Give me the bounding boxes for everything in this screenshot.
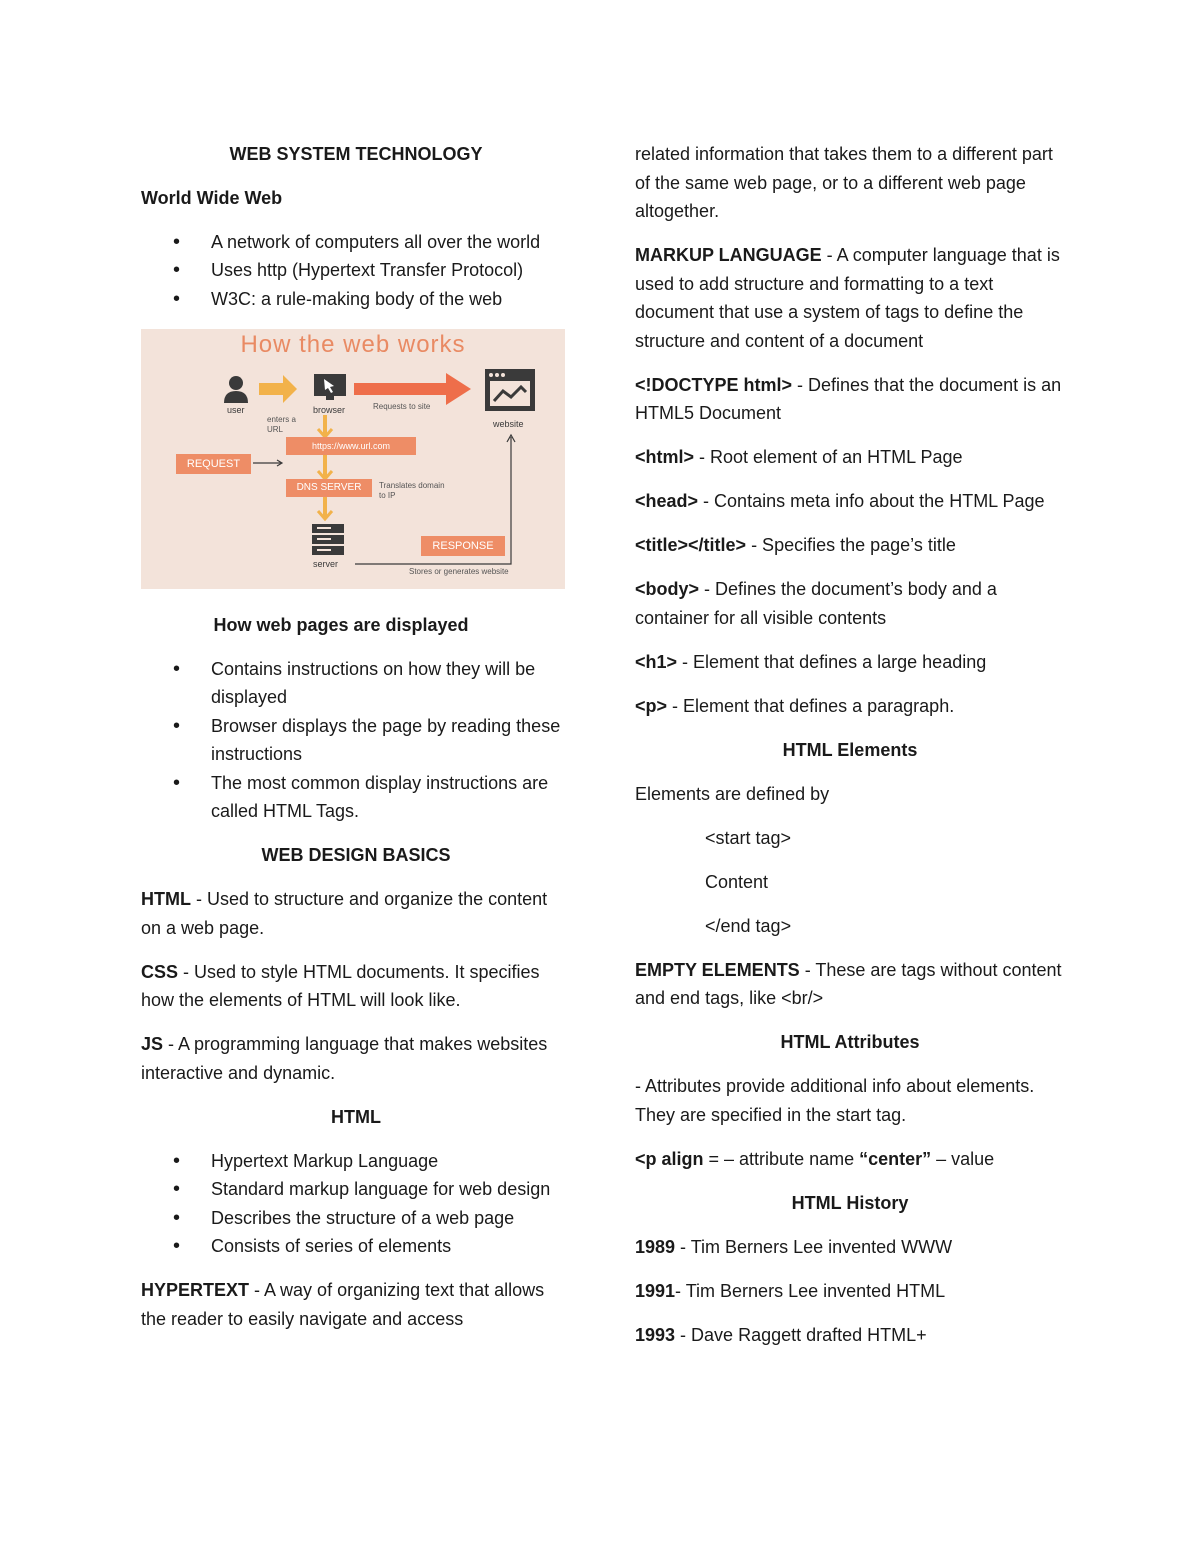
definition: - Defines the document’s body and a container for all visible contents <box>635 579 997 628</box>
tag-title <box>635 531 1065 560</box>
list-item: • Standard markup language for web design <box>141 1175 571 1204</box>
definition: - Element that defines a large heading <box>677 651 987 672</box>
url-label: https://www.url.com <box>286 437 416 455</box>
elements-heading: HTML Elements <box>782 739 918 760</box>
attribute-example <box>635 1145 1065 1174</box>
history-item <box>635 1321 1065 1350</box>
list-item: • W3C: a rule-making body of the web <box>141 285 571 314</box>
term: MARKUP LANGUAGE <box>635 245 822 265</box>
response-label: RESPONSE <box>421 536 505 556</box>
tag: <head> <box>635 491 699 511</box>
content-example: Content <box>705 871 769 892</box>
hypertext-definition <box>141 1276 571 1333</box>
definition: - Defines that the document is an HTML5 Document <box>635 374 1062 423</box>
definition: - Used to structure and organize the content on a web page. <box>141 889 548 938</box>
tag-h1 <box>635 648 1065 677</box>
start-tag-example: <start tag> <box>705 827 792 848</box>
right-column <box>635 140 1065 1365</box>
year: 1989 <box>635 1236 676 1257</box>
server-icon <box>312 524 344 555</box>
definition: - Used to style HTML documents. It specifies how the elements of HTML will look like. <box>141 961 540 1010</box>
definition: - Root element of an HTML Page <box>694 447 963 467</box>
definition: - Specifies the page’s title <box>746 535 956 555</box>
html-list <box>141 1147 571 1261</box>
browser-note: Requests to site <box>373 401 431 411</box>
tag: <title></title> <box>635 535 747 555</box>
basics-html <box>141 885 571 942</box>
arrow-right-icon <box>259 375 297 403</box>
term: HTML <box>141 889 191 909</box>
www-list <box>141 228 571 314</box>
server-note: Stores or generates website <box>409 566 509 576</box>
definition: - Contains meta info about the HTML Page <box>698 491 1045 511</box>
tag: <h1> <box>635 651 678 672</box>
definition: - A computer language that is used to add structure and formatting to a text document that use a system of tags to define the structure and content of a document <box>635 245 1060 351</box>
attr-value: “center” <box>859 1148 932 1169</box>
display-heading: How web pages are displayed <box>213 614 469 635</box>
list-item: • Consists of series of elements <box>141 1232 571 1261</box>
attributes-heading: HTML Attributes <box>780 1032 920 1052</box>
term: EMPTY ELEMENTS <box>635 959 800 980</box>
definition: - A programming language that makes websites interactive and dynamic. <box>141 1034 548 1083</box>
markup-definition <box>635 241 1065 355</box>
year: 1993 <box>635 1324 676 1345</box>
history-item <box>635 1277 1065 1306</box>
user-icon <box>224 376 248 403</box>
dns-server-label: DNS SERVER <box>286 479 372 497</box>
dns-note: Translates domain to IP <box>379 480 445 500</box>
event: - Tim Berners Lee invented HTML <box>675 1280 946 1301</box>
website-icon <box>485 369 535 411</box>
list-item: • A network of computers all over the world <box>141 228 571 257</box>
definition: - Element that defines a paragraph. <box>667 695 955 716</box>
term: JS <box>141 1034 164 1054</box>
event: - Dave Raggett drafted HTML+ <box>675 1324 927 1345</box>
tag: <html> <box>635 447 695 467</box>
list-item: • Hypertext Markup Language <box>141 1147 571 1176</box>
elements-intro: Elements are defined by <box>635 783 830 804</box>
list-item: • Contains instructions on how they will be displayed <box>141 655 571 712</box>
tag: <body> <box>635 579 700 599</box>
term: CSS <box>141 961 179 982</box>
history-item <box>635 1233 1065 1262</box>
tag-head <box>635 487 1065 516</box>
diagram-title: How the web works <box>240 330 466 358</box>
continued-text: related information that takes them to a different part of the same web page, or to a different web page altogether. <box>635 144 1053 221</box>
attr-value-note: – value <box>931 1148 995 1169</box>
browser-label: browser <box>313 404 346 415</box>
browser-icon <box>314 374 346 400</box>
basics-css <box>141 958 571 1015</box>
left-column <box>141 140 571 1349</box>
list-item: • Describes the structure of a web page <box>141 1204 571 1233</box>
list-item: • Uses http (Hypertext Transfer Protocol) <box>141 256 571 285</box>
document-title: WEB SYSTEM TECHNOLOGY <box>229 144 483 164</box>
tag: <!DOCTYPE html> <box>635 374 793 395</box>
term: HYPERTEXT <box>141 1280 250 1300</box>
event: - Tim Berners Lee invented WWW <box>675 1236 953 1257</box>
www-heading: World Wide Web <box>141 187 283 208</box>
tag-doctype <box>635 371 1065 428</box>
tag: <p> <box>635 695 668 716</box>
enters-url-note: enters a URL <box>267 414 296 434</box>
attr-name-note: = – attribute name <box>703 1148 860 1169</box>
user-label: user <box>227 404 245 415</box>
how-the-web-works-diagram <box>141 329 565 589</box>
tag-p <box>635 692 1065 721</box>
request-label: REQUEST <box>176 454 251 474</box>
html-heading: HTML <box>331 1106 381 1127</box>
empty-elements-definition <box>635 956 1065 1013</box>
basics-js <box>141 1030 571 1087</box>
arrow-right-icon <box>354 373 471 405</box>
basics-heading: WEB DESIGN BASICS <box>261 845 451 865</box>
attributes-text: - Attributes provide additional info about elements. They are specified in the start tag. <box>635 1076 1035 1125</box>
display-list <box>141 655 571 826</box>
website-label: website <box>493 418 524 429</box>
year: 1991 <box>635 1280 676 1301</box>
tag-html <box>635 443 1065 472</box>
server-label: server <box>313 558 339 569</box>
history-heading: HTML History <box>791 1192 909 1213</box>
end-tag-example: </end tag> <box>705 915 792 936</box>
tag-body <box>635 575 1065 632</box>
list-item: • Browser displays the page by reading these instructions <box>141 712 571 769</box>
definition: - A way of organizing text that allows the reader to easily navigate and access <box>141 1280 545 1329</box>
list-item: • The most common display instructions are called HTML Tags. <box>141 769 571 826</box>
definition: - These are tags without content and end tags, like <br/> <box>635 959 1062 1008</box>
attr-tag: <p align <box>635 1148 704 1169</box>
